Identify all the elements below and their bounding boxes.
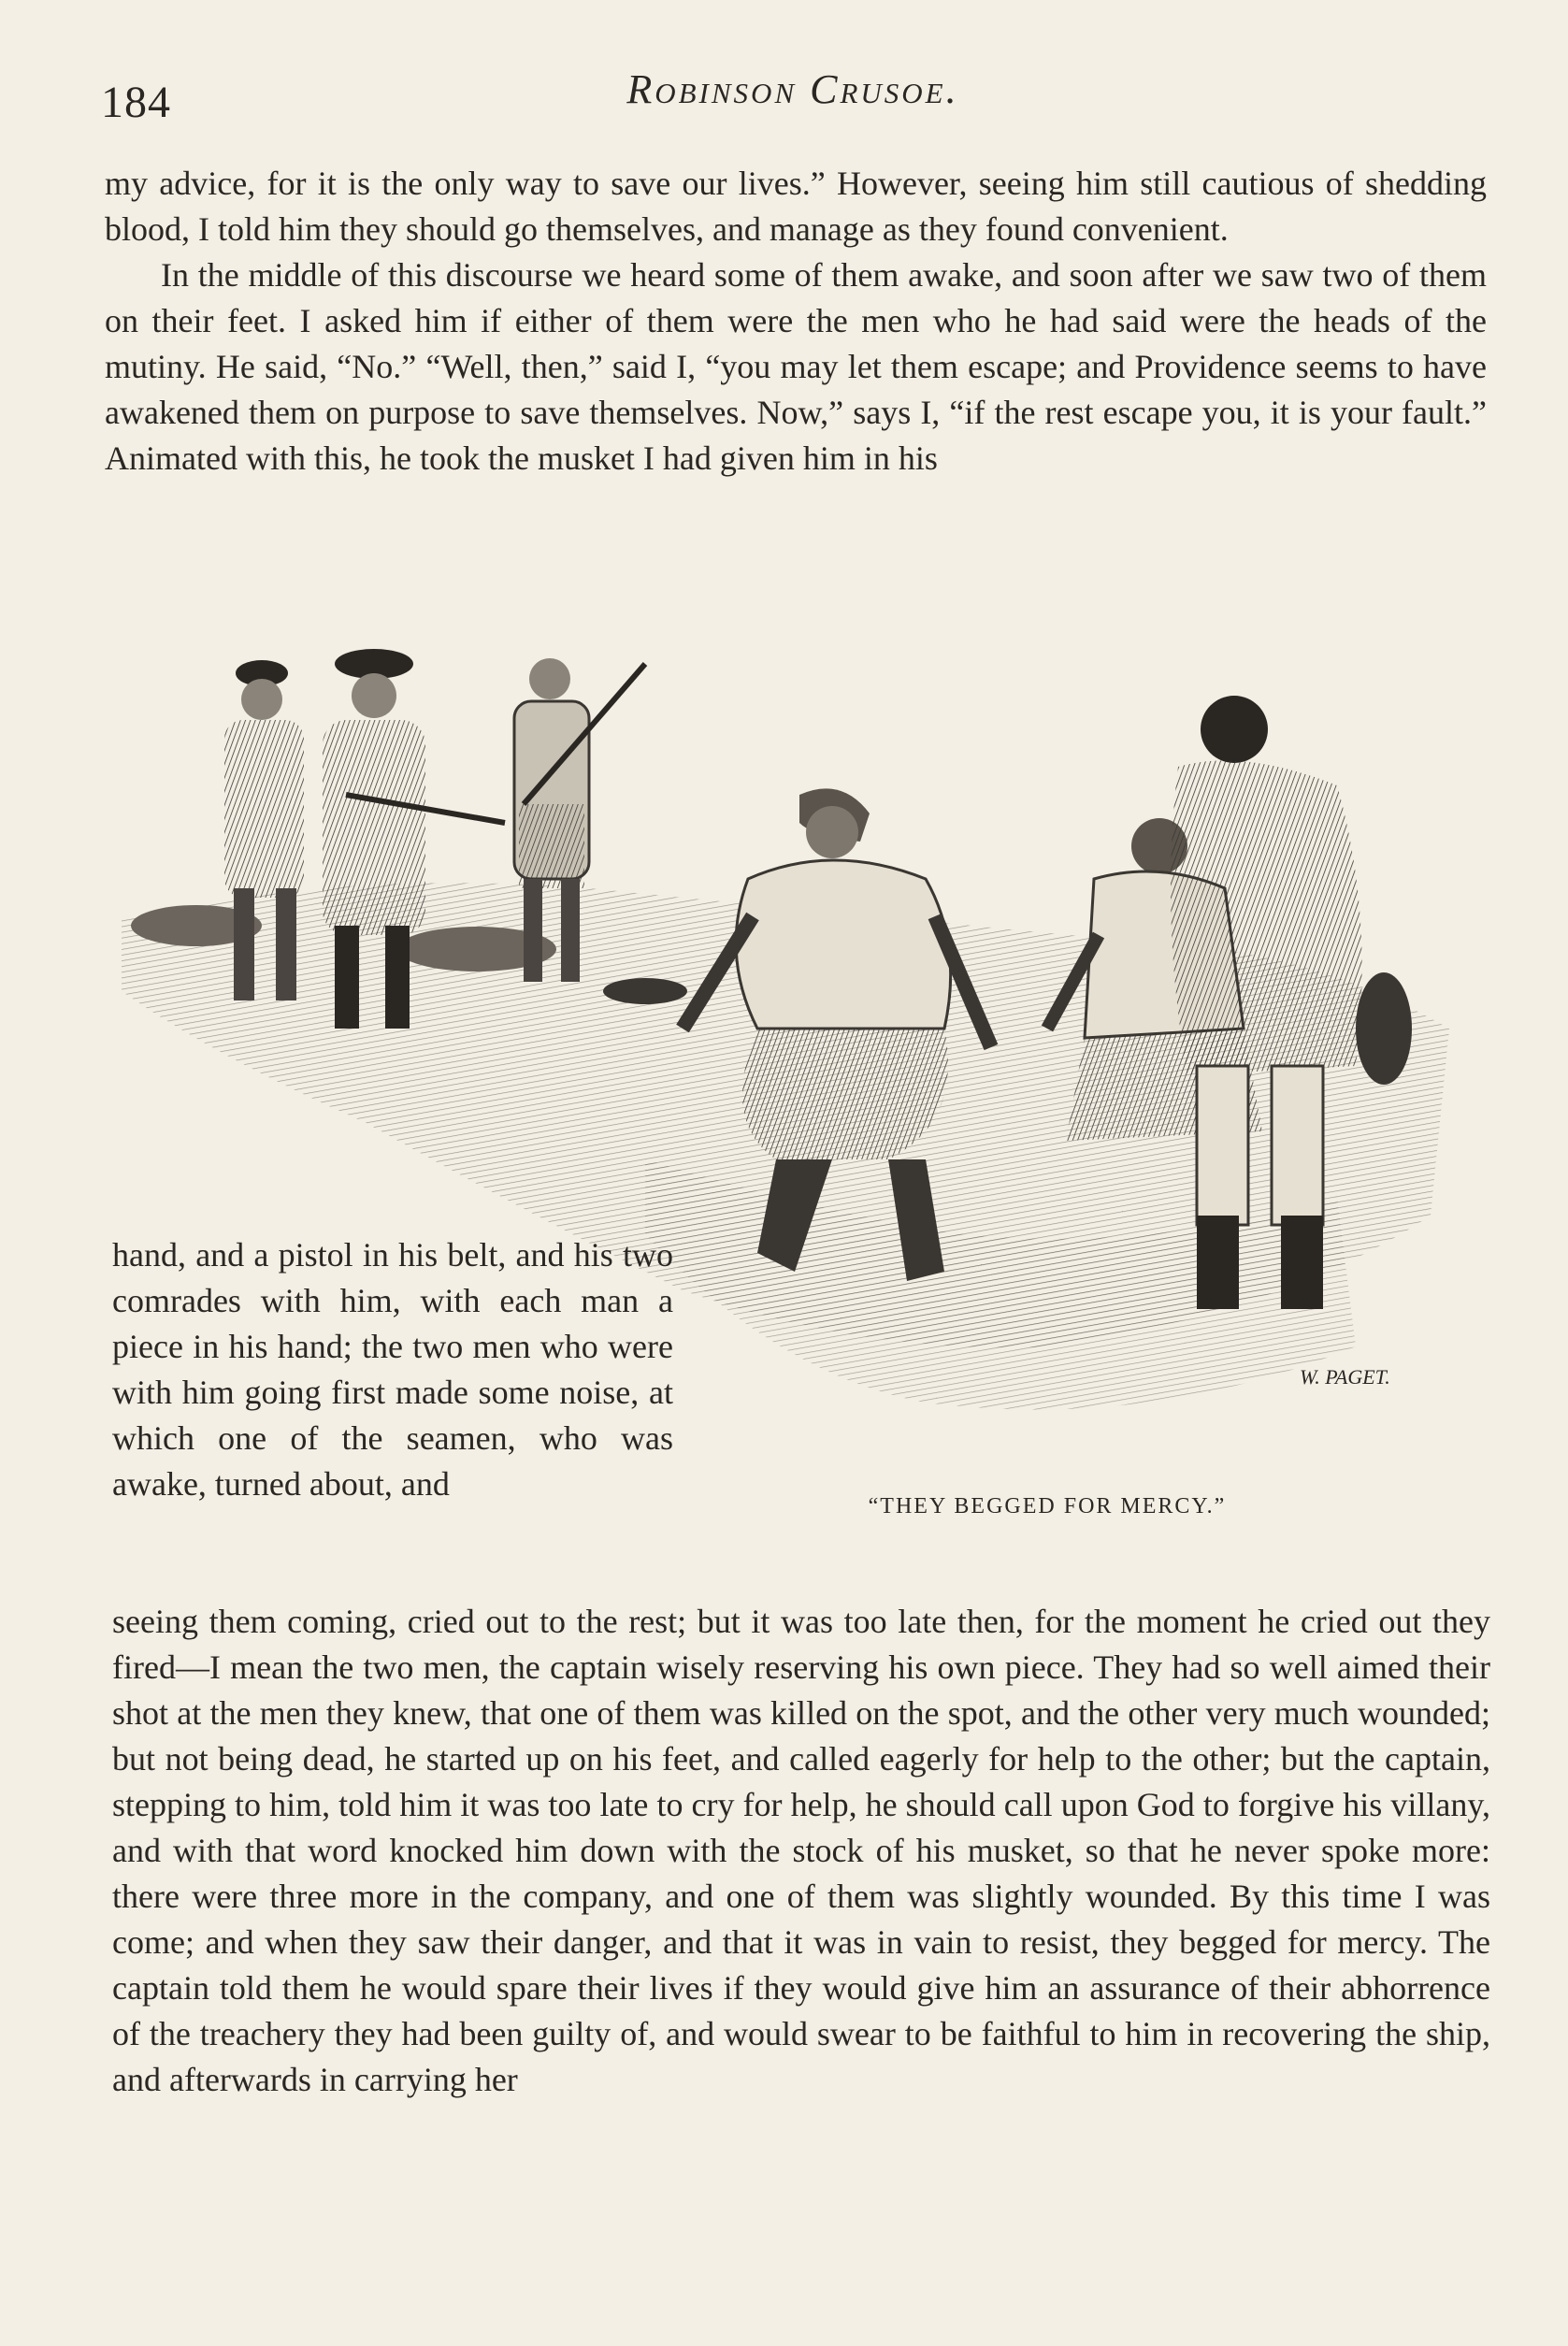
running-head xyxy=(101,65,1485,131)
paragraph: In the middle of this discourse we heard some of them awake, and soon after we saw two of them on their feet. I asked him if either of them were the men who he had said were the heads of the mutiny. He said, “No.” “Well, then,” said I, “you may let them escape; and Providence seems to have awakened them on purpose to save themselves. Now,” says I, “if the rest escape you, it is your fault.” Animated with this, he took the musket I had given him in his xyxy=(105,256,1487,477)
bottom-text-block xyxy=(112,1599,1490,2103)
paragraph: seeing them coming, cried out to the rest; but it was too late then, for the moment he cried out they fired—I mean the two men, the captain wisely reserving his own piece. They had so well aimed their shot at the men they knew, that one of them was killed on the spot, and the other very much wounded; but not being dead, he started up on his feet, and called eagerly for help to the other; but the captain, stepping to him, told him it was too late to cry for help, he should call upon God to forgive his villany, and with that word knocked him down with the stock of his musket, so that he never spoke more: there were three more in the company, and one of them was slightly wounded. By this time I was come; and when they saw their danger, and that it was in vain to resist, they begged for mercy. The captain told them he would spare their lives if they would give him an assurance of their abhorrence of the treachery they had been guilty of, and would swear to be faithful to him in recovering the ship, and afterwards in carrying her xyxy=(112,1603,1490,2098)
paragraph: hand, and a pistol in his belt, and his two comrades with him, with each man a piece in his hand; the two men who were with him going first made some noise, at which one of the seamen, who was awake, turned about, and xyxy=(112,1236,673,1503)
illustration-caption: “THEY BEGGED FOR MERCY.” xyxy=(868,1494,1227,1518)
top-text-block xyxy=(105,161,1487,482)
artist-signature: W. PAGET. xyxy=(1300,1365,1390,1389)
paragraph: my advice, for it is the only way to save our lives.” However, seeing him still cautious of shedding blood, I told him they should go themselves, and manage as they found convenient. xyxy=(105,165,1487,248)
wrap-text-block xyxy=(112,1232,673,1507)
book-title: Robinson Crusoe. xyxy=(626,66,959,112)
page-number: 184 xyxy=(101,78,171,127)
